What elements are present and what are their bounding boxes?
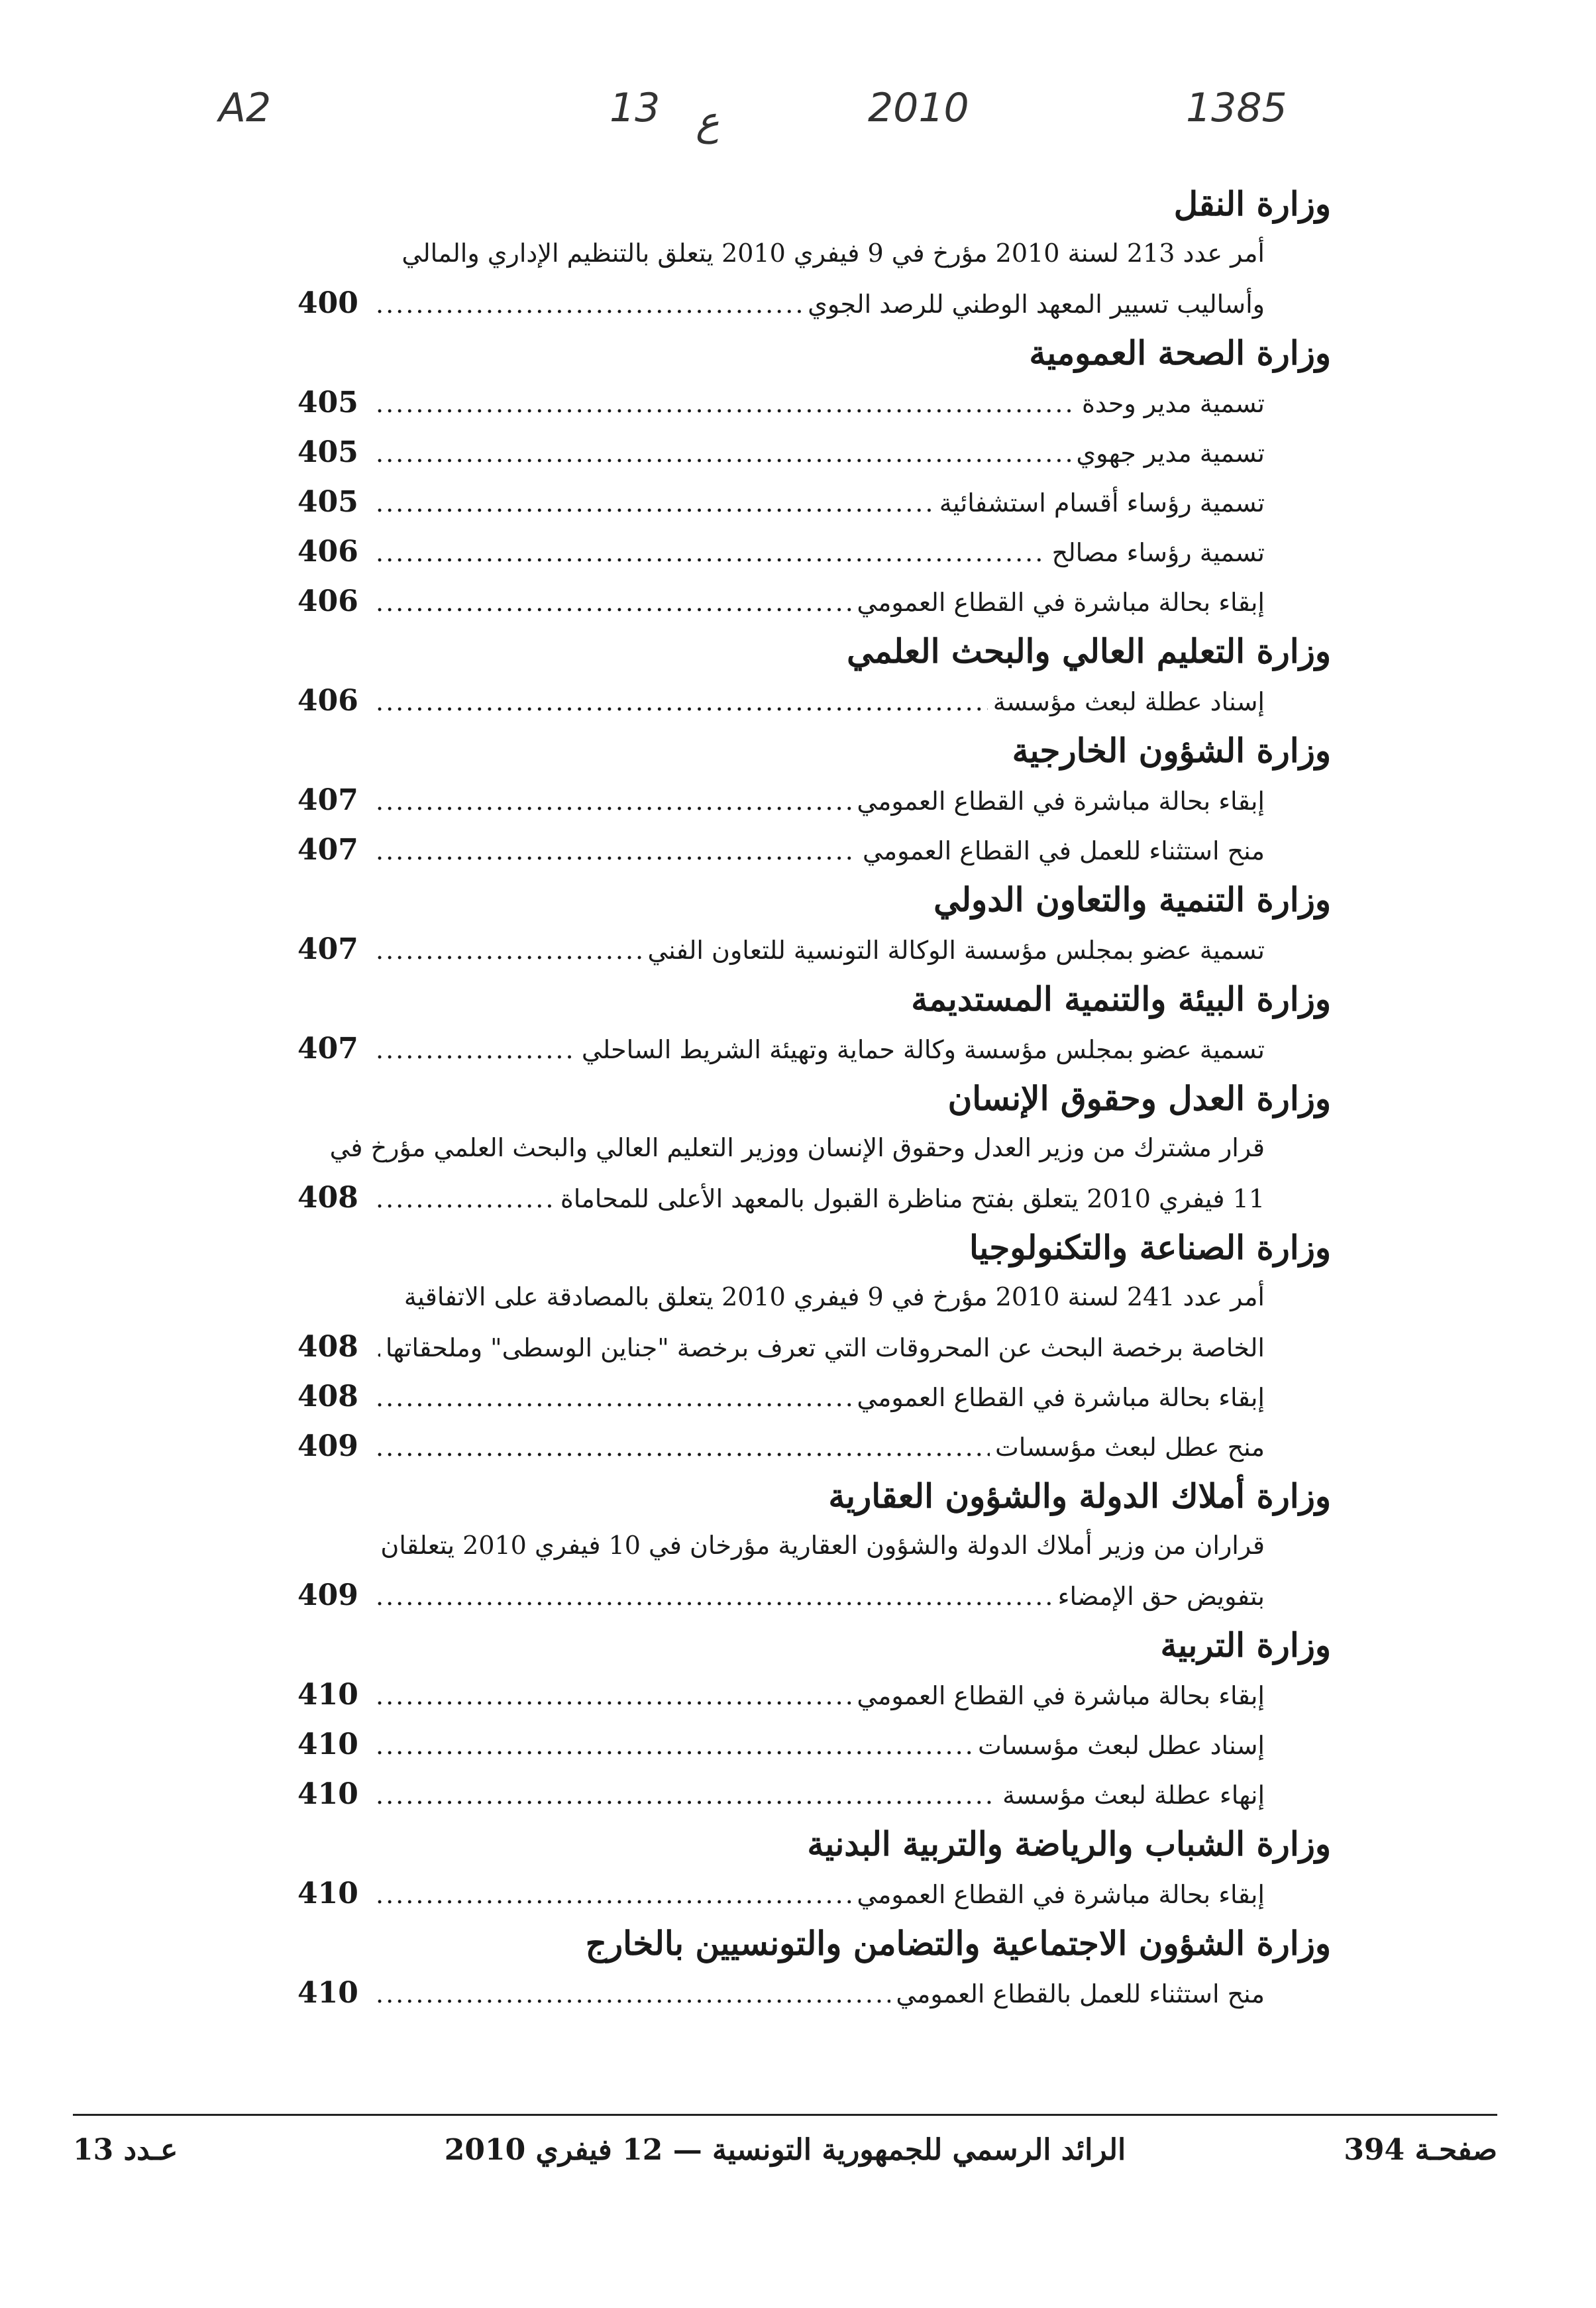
- toc-entry: [297, 1670, 1331, 1720]
- page-ref: 406: [297, 535, 358, 569]
- dot-leader: [376, 1323, 380, 1372]
- entry-text-line: أمر عدد 213 لسنة 2010 مؤرخ في 9 فيفري 2010 يتعلق بالتنظيم الإداري والمالي: [401, 239, 1265, 268]
- toc-entry: [297, 1322, 1331, 1372]
- toc-entry: [297, 676, 1331, 726]
- entry-text: منح استثناء للعمل في القطاع العمومي: [863, 836, 1265, 865]
- page-ref: 407: [297, 833, 358, 867]
- entry-text-line: أمر عدد 241 لسنة 2010 مؤرخ في 9 فيفري 2010 يتعلق بالمصادقة على الاتفاقية: [403, 1282, 1265, 1311]
- toc-entry: [297, 1720, 1331, 1769]
- handwritten-note: A2: [219, 85, 272, 131]
- entry-text: إنهاء عطلة لبعث مؤسسة: [1002, 1781, 1265, 1810]
- dot-leader: [376, 478, 934, 527]
- toc-entry: [297, 477, 1331, 527]
- page-number: صفحـة 394: [1344, 2133, 1497, 2167]
- page-ref: 410: [297, 1678, 358, 1712]
- entry-text: إبقاء بحالة مباشرة في القطاع العمومي: [857, 787, 1265, 816]
- entry-text: تسمية عضو بمجلس مؤسسة الوكالة التونسية للتعاون الفني: [647, 936, 1265, 965]
- toc-entry: [297, 775, 1331, 825]
- page-ref: 405: [297, 435, 358, 469]
- ministry-heading: وزارة أملاك الدولة والشؤون العقارية: [828, 1476, 1331, 1515]
- page-ref: 405: [297, 485, 358, 519]
- toc-entry: [297, 1372, 1331, 1421]
- dot-leader: [376, 429, 1071, 477]
- dot-leader: [376, 1870, 851, 1918]
- entry-text-line: قرار مشترك من وزير العدل وحقوق الإنسان ووزير التعليم العالي والبحث العلمي مؤرخ في: [329, 1133, 1265, 1162]
- page-ref: 408: [297, 1181, 358, 1215]
- page-ref: 407: [297, 1032, 358, 1066]
- dot-leader: [376, 677, 988, 726]
- entry-text: تسمية مدير جهوي: [1076, 439, 1265, 468]
- entry-text-line: قراران من وزير أملاك الدولة والشؤون العقارية مؤرخان في 10 فيفري 2010 يتعلقان: [380, 1531, 1265, 1560]
- entry-text: الخاصة برخصة البحث عن المحروقات التي تعرف برخصة "جناين الوسطى" وملحقاتها: [385, 1333, 1265, 1362]
- toc-entry: [297, 1173, 1331, 1223]
- toc-entry: [297, 1024, 1331, 1073]
- toc-entry: [297, 1570, 1331, 1620]
- handwritten-note: ع: [696, 98, 719, 144]
- entry-text: 11 فيفري 2010 يتعلق بفتح مناظرة القبول بالمعهد الأعلى للمحاماة: [560, 1184, 1265, 1213]
- handwritten-note: 2010: [868, 85, 969, 131]
- dot-leader: [376, 1969, 890, 2018]
- ministry-heading: وزارة النقل: [1173, 184, 1331, 223]
- dot-leader: [376, 1771, 997, 1819]
- entry-text: منح عطل لبعث مؤسسات: [995, 1433, 1265, 1462]
- dot-leader: [376, 578, 851, 626]
- ministry-heading: وزارة الصناعة والتكنولوجيا: [969, 1228, 1331, 1267]
- toc-entry: [297, 577, 1331, 626]
- ministry-heading: وزارة التنمية والتعاون الدولي: [933, 880, 1331, 919]
- entry-text: إسناد عطلة لبعث مؤسسة: [992, 687, 1265, 716]
- entry-text: إبقاء بحالة مباشرة في القطاع العمومي: [857, 588, 1265, 617]
- page-ref: 409: [297, 1429, 358, 1463]
- dot-leader: [376, 1373, 851, 1421]
- toc-entry: [297, 924, 1331, 974]
- dot-leader: [376, 1721, 973, 1769]
- toc-entry: [297, 378, 1331, 427]
- ministry-heading: وزارة الشؤون الاجتماعية والتضامن والتونسيين بالخارج: [585, 1924, 1331, 1963]
- entry-text: منح استثناء للعمل بالقطاع العمومي: [896, 1979, 1265, 2008]
- entry-text: تسمية مدير وحدة: [1082, 389, 1265, 418]
- page-ref: 406: [297, 584, 358, 618]
- page-ref: 400: [297, 286, 358, 320]
- page-ref: 410: [297, 1777, 358, 1811]
- ministry-heading: وزارة الشؤون الخارجية: [1012, 731, 1331, 770]
- dot-leader: [376, 1174, 555, 1223]
- entry-text: إسناد عطل لبعث مؤسسات: [978, 1731, 1265, 1760]
- table-of-contents: [297, 179, 1331, 2018]
- page-ref: 406: [297, 684, 358, 718]
- ministry-heading: وزارة الصحة العمومية: [1029, 333, 1331, 372]
- entry-text: تسمية رؤساء مصالح: [1051, 538, 1265, 567]
- handwritten-note: 13: [610, 85, 661, 131]
- entry-text: وأساليب تسيير المعهد الوطني للرصد الجوي: [808, 290, 1265, 319]
- dot-leader: [376, 1423, 990, 1471]
- dot-leader: [376, 528, 1047, 577]
- dot-leader: [376, 1025, 576, 1073]
- page-ref: 407: [297, 932, 358, 966]
- ministry-heading: وزارة البيئة والتنمية المستديمة: [911, 979, 1331, 1018]
- dot-leader: [376, 280, 802, 328]
- page-ref: 407: [297, 783, 358, 817]
- journal-title-date: الرائد الرسمي للجمهورية التونسية — 12 فيفري 2010: [444, 2133, 1126, 2167]
- entry-text: إبقاء بحالة مباشرة في القطاع العمومي: [857, 1383, 1265, 1412]
- handwritten-note: 1385: [1186, 85, 1287, 131]
- issue-number: عـدد 13: [73, 2133, 178, 2167]
- dot-leader: [376, 926, 642, 974]
- toc-entry: [297, 278, 1331, 328]
- ministry-heading: وزارة الشباب والرياضة والتربية البدنية: [807, 1824, 1331, 1863]
- dot-leader: [376, 826, 857, 875]
- page-footer: [73, 2124, 1497, 2177]
- toc-entry: [297, 527, 1331, 577]
- toc-entry: [297, 1421, 1331, 1471]
- page-ref: 410: [297, 1976, 358, 2010]
- entry-text: إبقاء بحالة مباشرة في القطاع العمومي: [857, 1681, 1265, 1710]
- dot-leader: [376, 1572, 1053, 1620]
- entry-text: إبقاء بحالة مباشرة في القطاع العمومي: [857, 1880, 1265, 1909]
- toc-entry: [297, 427, 1331, 477]
- ministry-heading: وزارة العدل وحقوق الإنسان: [947, 1079, 1331, 1118]
- page-ref: 408: [297, 1330, 358, 1364]
- toc-entry: [297, 825, 1331, 875]
- dot-leader: [376, 777, 851, 825]
- entry-text: بتفويض حق الإمضاء: [1057, 1582, 1265, 1611]
- dot-leader: [376, 379, 1077, 427]
- toc-entry: [297, 1769, 1331, 1819]
- dot-leader: [376, 1671, 851, 1720]
- page-ref: 405: [297, 386, 358, 419]
- page-ref: 409: [297, 1578, 358, 1612]
- toc-entry: [297, 1968, 1331, 2018]
- ministry-heading: وزارة التعليم العالي والبحث العلمي: [847, 632, 1331, 671]
- page-ref: 410: [297, 1728, 358, 1761]
- toc-entry: [297, 1869, 1331, 1918]
- entry-text: تسمية رؤساء أقسام استشفائية: [939, 488, 1265, 518]
- handwritten-annotations: [219, 85, 1312, 158]
- ministry-heading: وزارة التربية: [1160, 1625, 1331, 1665]
- page-ref: 410: [297, 1877, 358, 1910]
- footer-divider: [73, 2114, 1497, 2116]
- page-ref: 408: [297, 1380, 358, 1413]
- entry-text: تسمية عضو بمجلس مؤسسة وكالة حماية وتهيئة الشريط الساحلي: [581, 1035, 1265, 1064]
